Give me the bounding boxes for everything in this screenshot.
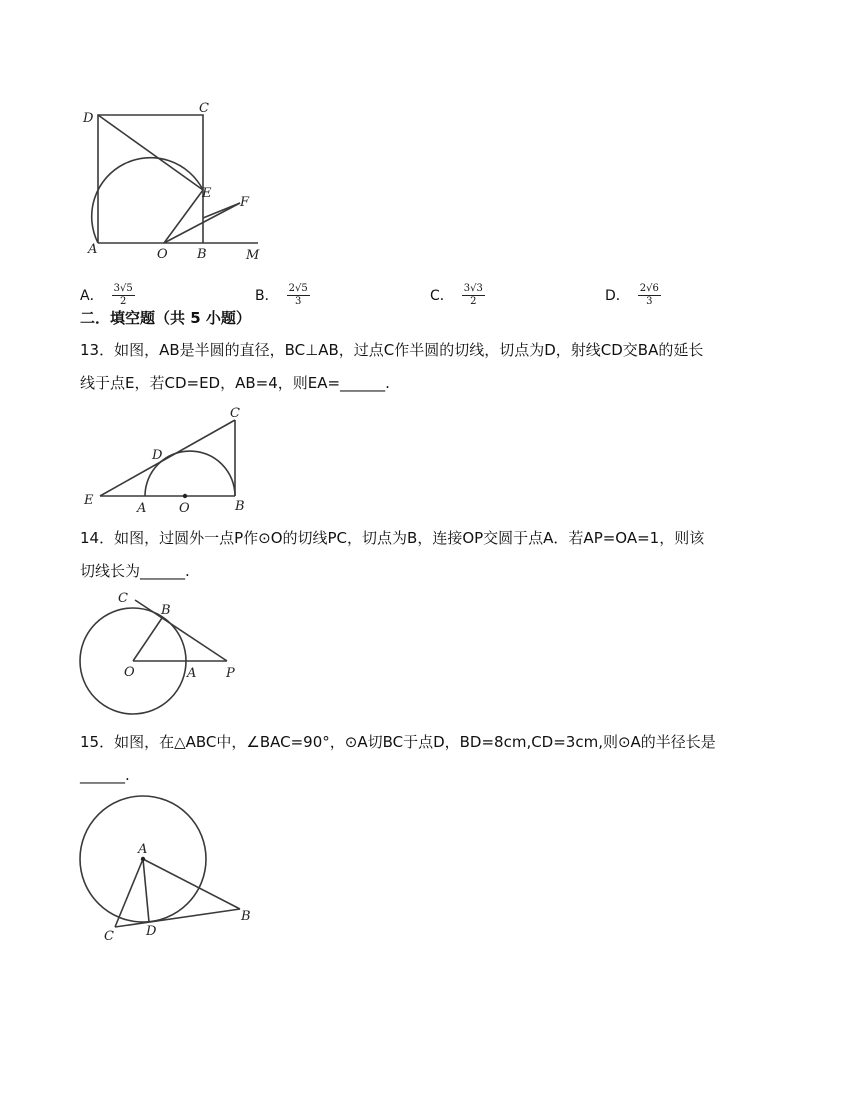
denominator: 2 bbox=[470, 295, 477, 307]
q13-text-line-1: 13．如图，AB是半圆的直径，BC⊥AB，过点C作半圆的切线，切点为D，射线CD交BA的延长 bbox=[80, 341, 704, 359]
fraction bbox=[462, 283, 485, 308]
fraction bbox=[638, 283, 661, 308]
fraction bbox=[287, 283, 310, 308]
label-B: B bbox=[235, 499, 245, 514]
q14-text-line-1: 14．如图，过圆外一点P作⊙O的切线PC，切点为B，连接OP交圆于点A．若AP=OA=1，则该 bbox=[80, 529, 705, 547]
q15-text-line-1: 15．如图，在△ABC中，∠BAC=90°，⊙A切BC于点D，BD=8cm,CD=3cm,则⊙A的半径长是 bbox=[80, 733, 716, 751]
label-D: D bbox=[83, 111, 94, 126]
denominator: 2 bbox=[119, 295, 127, 307]
label-B: B bbox=[241, 909, 251, 924]
denominator: 3 bbox=[646, 295, 653, 307]
numerator: 2√5 bbox=[288, 282, 308, 294]
option-letter: C． bbox=[430, 288, 454, 304]
label-A: A bbox=[138, 842, 148, 857]
label-C: C bbox=[199, 101, 209, 116]
q14-text-line-2: 切线长为______. bbox=[80, 562, 190, 580]
figure-q12 bbox=[80, 100, 280, 270]
figure-q14 bbox=[75, 588, 255, 718]
label-O: O bbox=[124, 665, 135, 680]
label-F: F bbox=[240, 195, 250, 210]
option-letter: B． bbox=[255, 288, 279, 304]
label-C: C bbox=[104, 929, 114, 944]
option-c[interactable] bbox=[430, 278, 485, 312]
q15-text-line-2: ______. bbox=[80, 766, 130, 784]
q13-text-line-2: 线于点E，若CD=ED，AB=4，则EA=______. bbox=[80, 374, 390, 392]
figure-q12-lines bbox=[92, 115, 258, 243]
numerator: 3√3 bbox=[463, 282, 483, 294]
option-a[interactable] bbox=[80, 278, 135, 312]
numerator: 2√6 bbox=[639, 282, 659, 294]
center-dot-o bbox=[183, 494, 187, 498]
figure-q14-lines bbox=[80, 600, 227, 714]
label-A: A bbox=[88, 242, 98, 257]
label-O: O bbox=[157, 247, 168, 262]
label-B: B bbox=[197, 247, 207, 262]
label-B: B bbox=[161, 603, 171, 618]
figure-q13-lines bbox=[100, 420, 235, 496]
label-C: C bbox=[230, 406, 240, 421]
label-M: M bbox=[246, 248, 260, 263]
label-O: O bbox=[179, 501, 190, 516]
option-letter: A． bbox=[80, 288, 104, 304]
option-b[interactable] bbox=[255, 278, 310, 312]
section-heading: 二．填空题（共 5 小题） bbox=[80, 309, 251, 327]
option-d[interactable] bbox=[605, 278, 661, 312]
figure-q13 bbox=[80, 404, 280, 519]
label-C: C bbox=[118, 591, 128, 606]
center-dot-a bbox=[141, 857, 145, 861]
option-letter: D． bbox=[605, 288, 630, 304]
figure-q15 bbox=[75, 795, 265, 945]
label-P: P bbox=[226, 666, 235, 681]
label-D: D bbox=[152, 448, 163, 463]
figure-q15-lines bbox=[80, 796, 240, 927]
label-D: D bbox=[146, 924, 157, 939]
label-E: E bbox=[84, 493, 94, 508]
numerator: 3√5 bbox=[113, 282, 133, 294]
label-A: A bbox=[187, 666, 197, 681]
denominator: 3 bbox=[294, 295, 302, 307]
label-E: E bbox=[202, 186, 212, 201]
label-A: A bbox=[137, 501, 147, 516]
fraction bbox=[112, 283, 135, 308]
answer-options-q12 bbox=[80, 278, 780, 312]
